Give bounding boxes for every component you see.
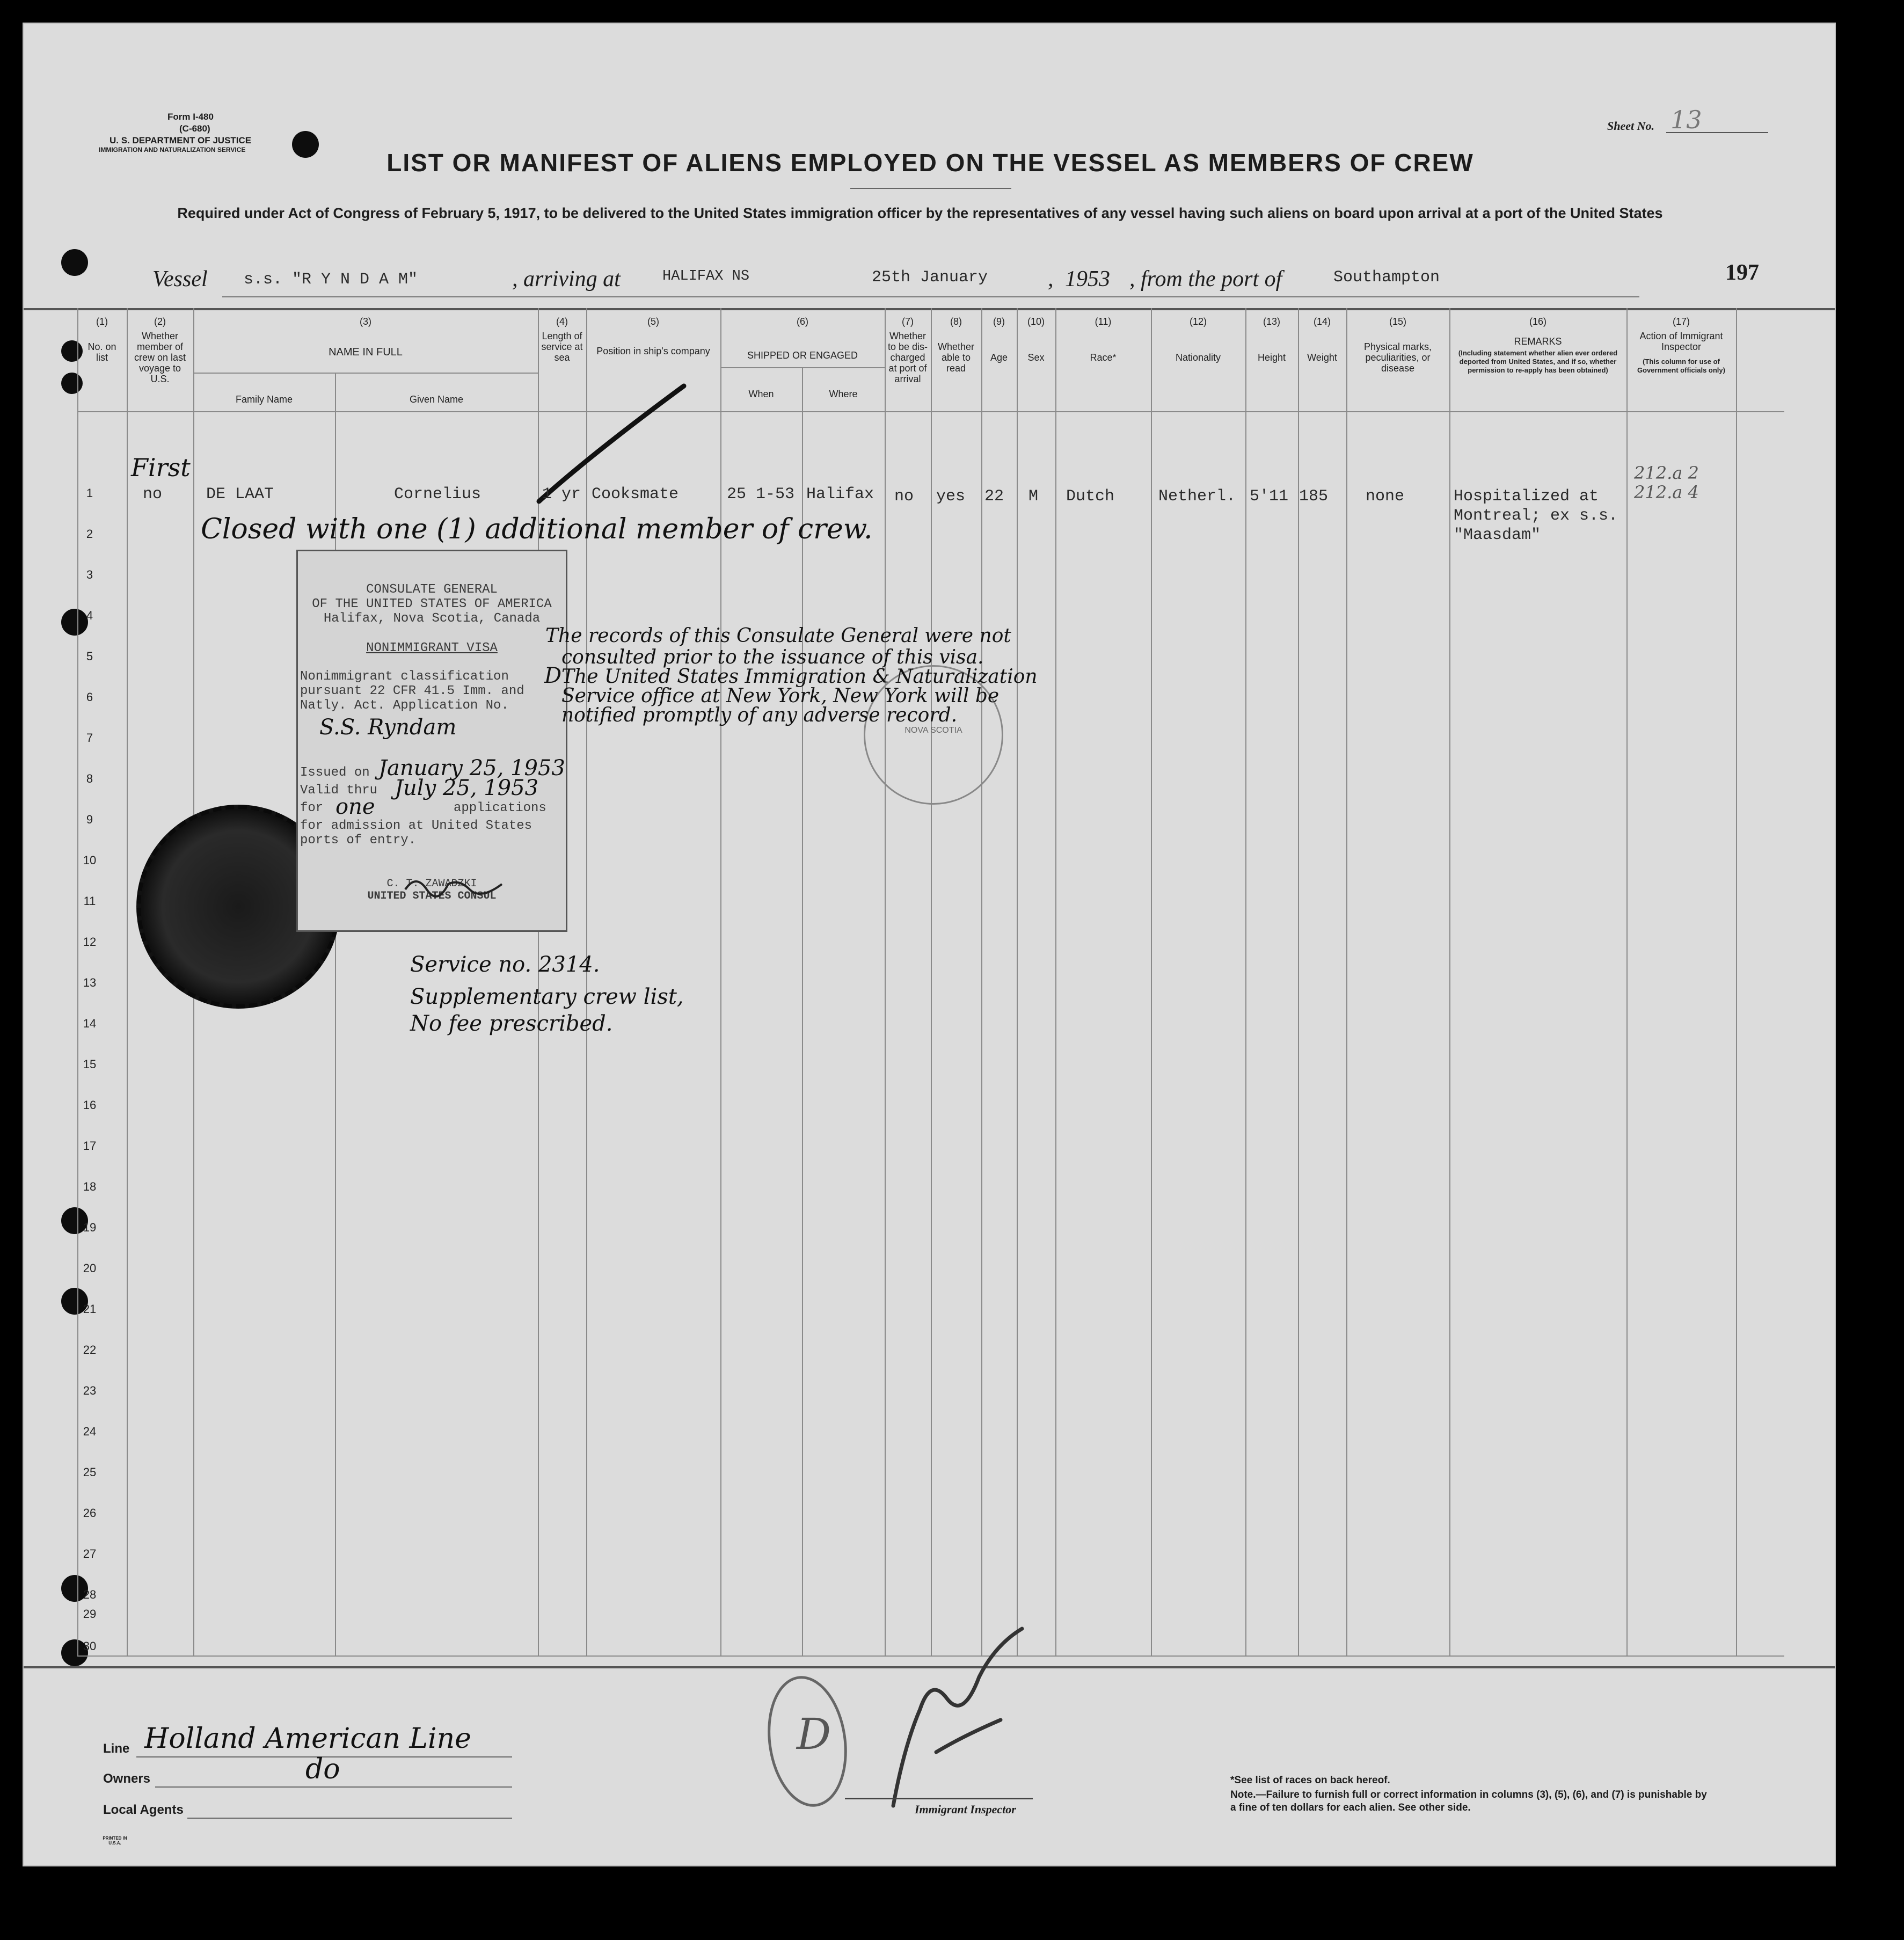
grid-subheader-rule: [720, 367, 885, 368]
service: IMMIGRATION AND NATURALIZATION SERVICE: [99, 146, 246, 154]
stamp-valid-hand: July 25, 1953: [395, 776, 539, 800]
stamp-signer-title: UNITED STATES CONSUL: [367, 890, 497, 902]
failure-note: [1230, 1789, 1708, 1814]
row-number: 14: [83, 1017, 97, 1030]
nonimmigrant-visa-stamp: [296, 550, 567, 932]
stamp-issued-hand: January 25, 1953: [378, 756, 565, 781]
col-header-age: Age: [990, 352, 1008, 363]
grid-col-line: [1055, 308, 1056, 1655]
stamp-for-row: [298, 794, 566, 819]
col-header-shipped: SHIPPED OR ENGAGED: [747, 350, 858, 361]
col-header-when: When: [748, 389, 774, 399]
stamp-line: pursuant 22 CFR 41.5 Imm. and: [300, 684, 524, 698]
service-number-note: Service no. 2314.: [410, 952, 600, 977]
grid-col-line: [127, 308, 128, 1655]
row1-given-name: Cornelius: [394, 485, 482, 504]
punch-hole: [61, 249, 88, 276]
row1-last-voyage: no: [143, 485, 163, 504]
row-number: 23: [83, 1384, 97, 1397]
row-number: 1: [86, 486, 93, 500]
stamp-line: ports of entry.: [300, 833, 417, 848]
row-number: 25: [83, 1465, 97, 1479]
row1-remarks-line1: Hospitalized at: [1454, 487, 1599, 506]
col-header-last-voyage: Whether member of crew on last voyage to U.S.: [134, 331, 186, 384]
row1-nationality: Netherl.: [1158, 487, 1236, 506]
grid-col-line: [885, 308, 886, 1655]
line-value: Holland American Line: [144, 1723, 471, 1755]
row-number: 2: [86, 527, 93, 541]
round-stamp-text: NOVA SCOTIA: [904, 726, 962, 735]
vessel-label: Vessel: [152, 267, 208, 291]
consulate-note-line1: The records of this Consulate General were not: [545, 625, 1011, 647]
col-number: (6): [797, 316, 808, 327]
row-number: 12: [83, 935, 97, 949]
row-number: 20: [83, 1261, 97, 1275]
owners-label: Owners: [103, 1771, 151, 1786]
stamp-for-hand: one: [335, 794, 375, 819]
local-agents-label: Local Agents: [103, 1803, 184, 1817]
row-number: 5: [86, 650, 93, 663]
owners-value: do: [305, 1753, 340, 1785]
punch-hole: [61, 340, 83, 362]
manifest-sheet: [23, 23, 1836, 1866]
row-number: 3: [86, 568, 93, 581]
row-number: 24: [83, 1425, 97, 1438]
col-number: (2): [154, 316, 166, 327]
col-header-family-name: Family Name: [235, 394, 293, 405]
table-top-border: [24, 308, 1836, 310]
stamp-line: Natly. Act. Application No.: [300, 698, 509, 713]
owners-underline: [155, 1786, 512, 1788]
col-number: (8): [950, 316, 962, 327]
manifest-subtitle: Required under Act of Congress of February 5, 1917, to be delivered to the United States immigration officer by the representatives of any vessel having such aliens on board upon arrival at a port of the United States: [177, 205, 1663, 221]
col-header-sex: Sex: [1027, 352, 1045, 363]
grid-col-line: [802, 367, 803, 1655]
supplementary-note-line1: Supplementary crew list,: [410, 984, 684, 1009]
col-number: (4): [556, 316, 568, 327]
col-header-height: Height: [1257, 352, 1286, 363]
row1-weight: 185: [1299, 487, 1329, 506]
col-number: (12): [1189, 316, 1207, 327]
col-number: (9): [993, 316, 1005, 327]
col-header-nationality: Nationality: [1175, 352, 1221, 363]
consulate-note-line4: Service office at New York, New York will be: [561, 685, 1000, 707]
row-number: 6: [86, 690, 93, 704]
stamp-line: CONSULATE GENERAL: [366, 582, 498, 597]
col-number: (3): [360, 316, 371, 327]
col-number: (10): [1027, 316, 1045, 327]
arriving-port: HALIFAX NS: [662, 268, 750, 285]
row1-action-line2: 212.a 4: [1634, 482, 1699, 502]
grid-col-line: [1245, 308, 1246, 1655]
grid-col-line: [1626, 308, 1628, 1655]
from-port: Southampton: [1333, 268, 1440, 287]
row1-remarks-line3: "Maasdam": [1454, 526, 1541, 544]
row-number: 21: [83, 1302, 97, 1316]
stamp-visa-type: NONIMMIGRANT VISA: [366, 641, 498, 655]
inspector-signature: [872, 1613, 1054, 1817]
supplementary-note-line2: No fee prescribed.: [410, 1011, 613, 1036]
row1-when: 25 1-53: [727, 485, 795, 504]
closed-with-note: Closed with one (1) additional member of crew.: [201, 513, 873, 545]
sheet-number-underline: [1666, 132, 1768, 133]
row1-age: 22: [984, 487, 1004, 506]
year-comma: ,: [1048, 267, 1054, 291]
col-number: (5): [647, 316, 659, 327]
col-header-discharged: Whether to be dis-charged at port of arrival: [887, 331, 928, 384]
arrival-date: 25th January: [872, 268, 988, 287]
row1-sex: M: [1028, 487, 1039, 506]
grid-col-line: [1449, 308, 1450, 1655]
row1-family-name: DE LAAT: [206, 485, 274, 504]
immigrant-inspector-label: Immigrant Inspector: [915, 1803, 1016, 1816]
form-old-number: (C-680): [179, 123, 210, 134]
col-header-no: No. on list: [87, 341, 116, 363]
col-header-weight: Weight: [1307, 352, 1337, 363]
col-header-action-note: (This column for use of Government officials only): [1637, 358, 1725, 374]
row1-service: 1 yr: [542, 485, 581, 504]
grid-col-line: [931, 308, 932, 1655]
manifest-title: LIST OR MANIFEST OF ALIENS EMPLOYED ON THE VESSEL AS MEMBERS OF CREW: [386, 149, 1474, 177]
row1-race: Dutch: [1066, 487, 1115, 506]
consulate-note-line3: The United States Immigration & Naturalization: [561, 666, 1038, 688]
title-rule: [850, 188, 1011, 189]
col-header-service: Length of service at sea: [541, 331, 583, 363]
col-number: (17): [1672, 316, 1690, 327]
row-number: 28: [83, 1588, 97, 1601]
stamp-line: OF THE UNITED STATES OF AMERICA: [312, 597, 552, 611]
row-number: 27: [83, 1547, 97, 1560]
row-number: 19: [83, 1221, 97, 1234]
consulate-note-line5: notified promptly of any adverse record.: [561, 704, 958, 726]
grid-col-line: [1346, 308, 1347, 1655]
col-number: (16): [1529, 316, 1546, 327]
row1-read: yes: [936, 487, 966, 506]
page-number: 197: [1725, 260, 1759, 285]
stamp-valid-label: Valid thru: [300, 783, 378, 798]
row-number: 18: [83, 1180, 97, 1193]
row-number: 26: [83, 1506, 97, 1520]
stamp-line: for admission at United States: [300, 819, 532, 833]
grid-col-line: [981, 308, 982, 1655]
grid-col-line: [1736, 308, 1737, 1655]
row-number: 15: [83, 1057, 97, 1071]
row-number: 11: [83, 894, 96, 908]
consulate-note-line2: consulted prior to the issuance of this visa.: [561, 646, 984, 668]
arrival-year: 1953: [1065, 267, 1110, 291]
row-number: 17: [83, 1139, 97, 1153]
row-number: 30: [83, 1639, 97, 1653]
race-note: *See list of races on back hereof.: [1230, 1775, 1390, 1786]
consulate-note-marker: D: [544, 663, 562, 688]
col-header-physical-marks: Physical marks, peculiarities, or disease: [1363, 341, 1432, 374]
row1-position: Cooksmate: [592, 485, 679, 504]
col-header-position: Position in ship's company: [596, 346, 710, 356]
col-header-read: Whether able to read: [937, 341, 975, 374]
grid-col-line: [1298, 308, 1299, 1655]
col-number: (14): [1313, 316, 1331, 327]
note-label: Note.: [1230, 1789, 1256, 1800]
col-header-remarks-note: (Including statement whether alien ever ordered deported from United States, and if so, whether permission to re-apply has been obtained): [1458, 349, 1618, 374]
punch-hole: [61, 373, 83, 394]
col-number: (7): [902, 316, 914, 327]
row-number: 9: [86, 813, 93, 826]
row-number: 22: [83, 1343, 97, 1356]
inspector-underline: [845, 1798, 1033, 1799]
stamp-line: Nonimmigrant classification: [300, 669, 509, 684]
row1-discharged: no: [894, 487, 914, 506]
consul-signature: [400, 868, 507, 900]
row-number: 10: [83, 854, 97, 867]
row-number: 13: [83, 976, 97, 989]
department: U. S. DEPARTMENT OF JUSTICE: [110, 135, 252, 145]
col-number: (11): [1095, 316, 1112, 327]
stamp-vessel-hand: S.S. Ryndam: [319, 715, 457, 740]
row1-height: 5'11: [1250, 487, 1289, 506]
row-number: 16: [83, 1098, 97, 1112]
col-header-action: Action of Immigrant Inspector: [1639, 331, 1723, 352]
form-number: Form I-480: [167, 112, 214, 122]
grid-col-line: [720, 308, 721, 1655]
line-label: Line: [103, 1741, 130, 1756]
vessel-line-rule: [222, 296, 1639, 297]
agents-underline: [187, 1818, 512, 1819]
stamp-applications: applications: [454, 801, 546, 815]
inspector-circle-letter: D: [797, 1709, 831, 1759]
sheet-label: Sheet No.: [1607, 119, 1654, 133]
row1-annotation: First: [131, 453, 191, 482]
from-port-label: , from the port of: [1129, 267, 1282, 291]
grid-subheader-rule: [193, 373, 538, 374]
row-number: 4: [86, 609, 93, 622]
stamp-line: Halifax, Nova Scotia, Canada: [323, 611, 541, 626]
col-number: (1): [96, 316, 108, 327]
col-header-name: NAME IN FULL: [329, 346, 403, 358]
arriving-label: , arriving at: [512, 267, 621, 291]
row1-where: Halifax: [806, 485, 874, 504]
row1-action-line1: 212.a 2: [1634, 463, 1699, 483]
col-header-where: Where: [829, 389, 858, 399]
row1-marks: none: [1366, 487, 1405, 506]
sheet-number: 13: [1670, 105, 1702, 134]
printed-mark: PRINTED IN U.S.A.: [103, 1836, 127, 1846]
stamp-for-label: for: [300, 801, 324, 815]
stamp-signer: C. T. ZAWADZKI: [386, 878, 477, 890]
col-header-race: Race*: [1090, 352, 1117, 363]
row-number: 8: [86, 772, 93, 785]
stamp-issued-label: Issued on: [300, 765, 370, 780]
col-number: (13): [1263, 316, 1280, 327]
col-number: (15): [1389, 316, 1406, 327]
col-header-given-name: Given Name: [409, 394, 464, 405]
row1-remarks-line2: Montreal; ex s.s.: [1454, 507, 1618, 525]
row-number: 29: [83, 1607, 97, 1621]
grid-col-line: [1017, 308, 1018, 1655]
vessel-name: s.s. "R Y N D A M": [244, 271, 418, 289]
note-text: —Failure to furnish full or correct information in columns (3), (5), (6), and (7) is punishable by a fine of ten dollars for each alien. See other side.: [1230, 1789, 1707, 1813]
col-header-remarks: REMARKS: [1514, 336, 1562, 347]
grid-col-line: [1151, 308, 1152, 1655]
row-number: 7: [86, 731, 93, 745]
